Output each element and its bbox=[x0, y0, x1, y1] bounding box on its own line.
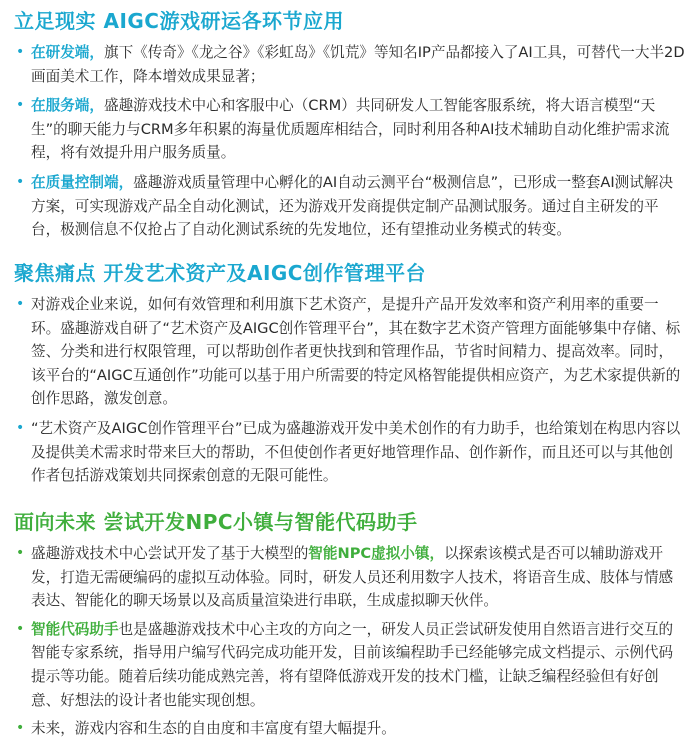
list-item bbox=[14, 94, 686, 165]
list-item bbox=[14, 542, 686, 613]
item-text: “艺术资产及AIGC创作管理平台”已成为盛趣游戏开发中美术创作的有力助手，也给策划在构思内容以及提供美术需求时带来巨大的帮助，不但使创作者更好地管理作品、创作新作，而且还可以与其他创作者包括游戏策划共同探索创意的无限可能性。 bbox=[31, 419, 681, 485]
list-item bbox=[14, 618, 686, 712]
item-lead: 在研发端， bbox=[31, 44, 104, 61]
section-heading: 聚焦痛点 开发艺术资产及AIGC创作管理平台 bbox=[14, 261, 426, 285]
item-text: 盛趣游戏技术中心和客服中心（CRM）共同研发人工智能客服系统，将大语言模型“天生”的聊天能力与CRM多年积累的海量优质题库相结合，同时利用各种AI技术辅助自动化维护需求流程，将有效提升用户服务质量。 bbox=[31, 97, 670, 162]
item-lead: 在质量控制端， bbox=[31, 173, 134, 191]
list-item bbox=[14, 717, 686, 741]
bullet-dot-icon: • bbox=[16, 545, 25, 561]
bullet-dot-icon: • bbox=[16, 720, 25, 737]
item-text: 也是盛趣游戏技术中心主攻的方向之一，研发人员正尝试研发使用自然语言进行交互的智能专家系统，指导用户编写代码完成功能开发，目前该编程助手已经能够完成文档提示、示例代码提示等功能。随着后续功能成熟完善，将有望降低游戏开发的技术门槛，让缺乏编程经验但有好创意、好想法的设计者也能实现创想。 bbox=[31, 620, 674, 709]
bullet-dot-icon: • bbox=[16, 173, 25, 190]
item-text: 以探索该模式是否可以辅助游戏开发，打造无需硬编码的虚拟互动体验。同时，研发人员还利用数字人技术，将语音生成、肢体与情感表达、智能化的聊天场景以及高质量渲染进行串联，生成虚拟聊天伙伴。 bbox=[31, 545, 674, 610]
section-art-asset-platform bbox=[14, 260, 686, 488]
bullet-list bbox=[14, 41, 686, 242]
section-heading: 面向未来 尝试开发NPC小镇与智能代码助手 bbox=[14, 510, 418, 534]
item-lead: 智能代码助手 bbox=[31, 620, 119, 638]
item-highlight: 智能NPC虚拟小镇， bbox=[308, 545, 445, 562]
bullet-dot-icon: • bbox=[16, 44, 25, 60]
list-item bbox=[14, 293, 686, 411]
list-item bbox=[14, 417, 686, 488]
bullet-dot-icon: • bbox=[16, 296, 25, 312]
list-item bbox=[14, 171, 686, 242]
item-text: 未来，游戏内容和生态的自由度和丰富度有望大幅提升。 bbox=[31, 720, 396, 738]
item-lead: 在服务端， bbox=[31, 97, 104, 115]
section-heading: 立足现实 AIGC游戏研运各环节应用 bbox=[14, 9, 344, 33]
section-future-npc-code bbox=[14, 509, 686, 741]
bullet-list bbox=[14, 542, 686, 741]
item-text: 盛趣游戏质量管理中心孵化的AI自动云测平台“极测信息”，已形成一整套AI测试解决方案，可实现游戏产品全自动化测试，还为游戏开发商提供定制产品测试服务。通过自主研发的平台，极测信息不仅抢占了自动化测试系统的先发地位，还有望推动业务模式的转变。 bbox=[31, 173, 674, 239]
item-text: 对游戏企业来说，如何有效管理和利用旗下艺术资产，是提升产品开发效率和资产利用率的重要一环。盛趣游戏自研了“艺术资产及AIGC创作管理平台”，其在数字艺术资产管理方面能够集中存储、标签、分类和进行权限管理，可以帮助创作者更快找到和管理作品，节省时间精力、提高效率。同时，该平台的“AIGC互通创作”功能可以基于用户所需要的特定风格智能提供相应资产，为艺术家提供新的创作思路，激发创意。 bbox=[31, 296, 681, 408]
item-text: 旗下《传奇》《龙之谷》《彩虹岛》《饥荒》等知名IP产品都接入了AI工具，可替代一大半2D画面美术工作，降本增效成果显著； bbox=[31, 44, 685, 85]
bullet-list bbox=[14, 293, 686, 488]
bullet-dot-icon: • bbox=[16, 419, 25, 436]
item-text: 盛趣游戏技术中心尝试开发了基于大模型的 bbox=[31, 545, 309, 562]
section-reality-applications bbox=[14, 8, 686, 242]
list-item bbox=[14, 41, 686, 88]
bullet-dot-icon: • bbox=[16, 97, 25, 114]
bullet-dot-icon: • bbox=[16, 620, 25, 637]
